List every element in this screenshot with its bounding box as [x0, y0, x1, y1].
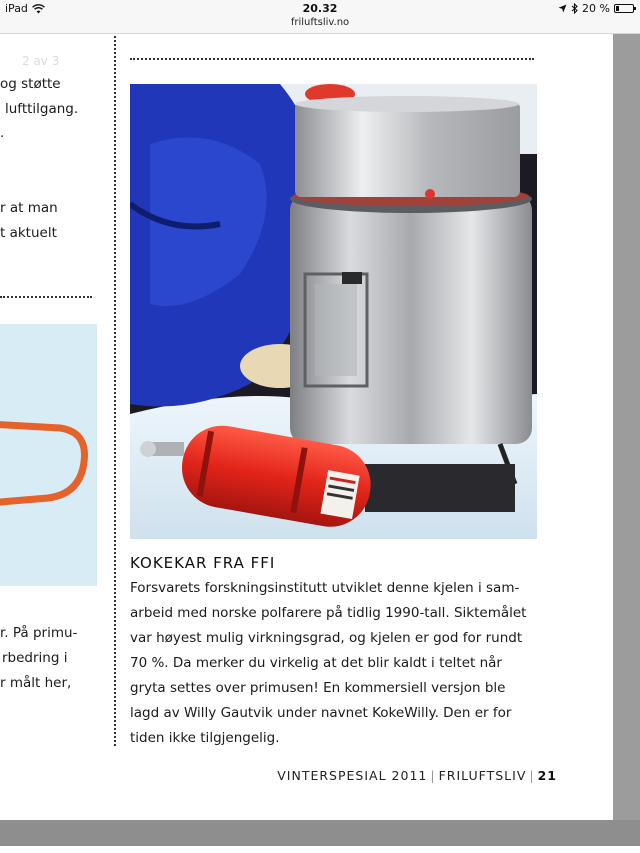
column-divider: [114, 36, 116, 746]
page-indicator: 2 av 3: [22, 54, 60, 68]
footer-separator: |: [430, 768, 436, 783]
address-bar-url[interactable]: friluftsliv.no: [290, 17, 350, 28]
left-column-line: r. På primu-: [0, 625, 78, 641]
left-divider: [0, 296, 92, 298]
carrier-label: iPad: [5, 2, 28, 15]
battery-level: [616, 6, 619, 11]
article-body-line: var høyest mulig virkningsgrad, og kjelen er god for rundt: [130, 630, 523, 646]
status-bar: [0, 0, 640, 34]
footer-separator: |: [529, 768, 535, 783]
left-column-line: .: [0, 125, 5, 141]
left-column-illustration: [0, 324, 97, 586]
page-footer: [277, 768, 557, 783]
footer-page-number: 21: [537, 768, 557, 783]
page-edge: [613, 34, 640, 820]
battery-icon: [614, 4, 634, 13]
article-body-line: lagd av Willy Gautvik under navnet KokeWilly. Den er for: [130, 705, 512, 721]
bluetooth-icon: [571, 3, 578, 14]
footer-magazine: FRILUFTSLIV: [438, 768, 527, 783]
status-right: [558, 2, 634, 15]
footer-issue: VINTERSPESIAL 2011: [277, 768, 428, 783]
next-page-edge: [0, 846, 640, 853]
article-body-line: gryta settes over primusen! En kommersiell versjon ble: [130, 680, 506, 696]
left-column-line: rbedring i: [2, 650, 68, 666]
left-column-line: r målt her,: [0, 675, 72, 691]
top-divider: [130, 58, 534, 60]
article-body-line: Forsvarets forskningsinstitutt utviklet denne kjelen i sam-: [130, 580, 520, 596]
location-arrow-icon: [558, 4, 567, 13]
article-body-line: arbeid med norske polfarere på tidlig 1990-tall. Siktemålet: [130, 605, 527, 621]
left-column-line: lufttilgang.: [5, 101, 79, 117]
camp-stove-photo: [130, 84, 537, 539]
article-body-line: tiden ikke tilgjengelig.: [130, 730, 280, 746]
left-column-line: og støtte: [0, 76, 61, 92]
status-time: 20.32: [302, 2, 338, 15]
left-column-line: r at man: [0, 200, 58, 216]
battery-percent: 20 %: [582, 2, 610, 15]
left-column-line: t aktuelt: [0, 225, 57, 241]
article-heading: KOKEKAR FRA FFI: [130, 554, 276, 572]
magazine-page: [0, 34, 613, 820]
orange-handle-graphic: [0, 324, 97, 586]
article-body-line: 70 %. Da merker du virkelig at det blir kaldt i teltet når: [130, 655, 502, 671]
